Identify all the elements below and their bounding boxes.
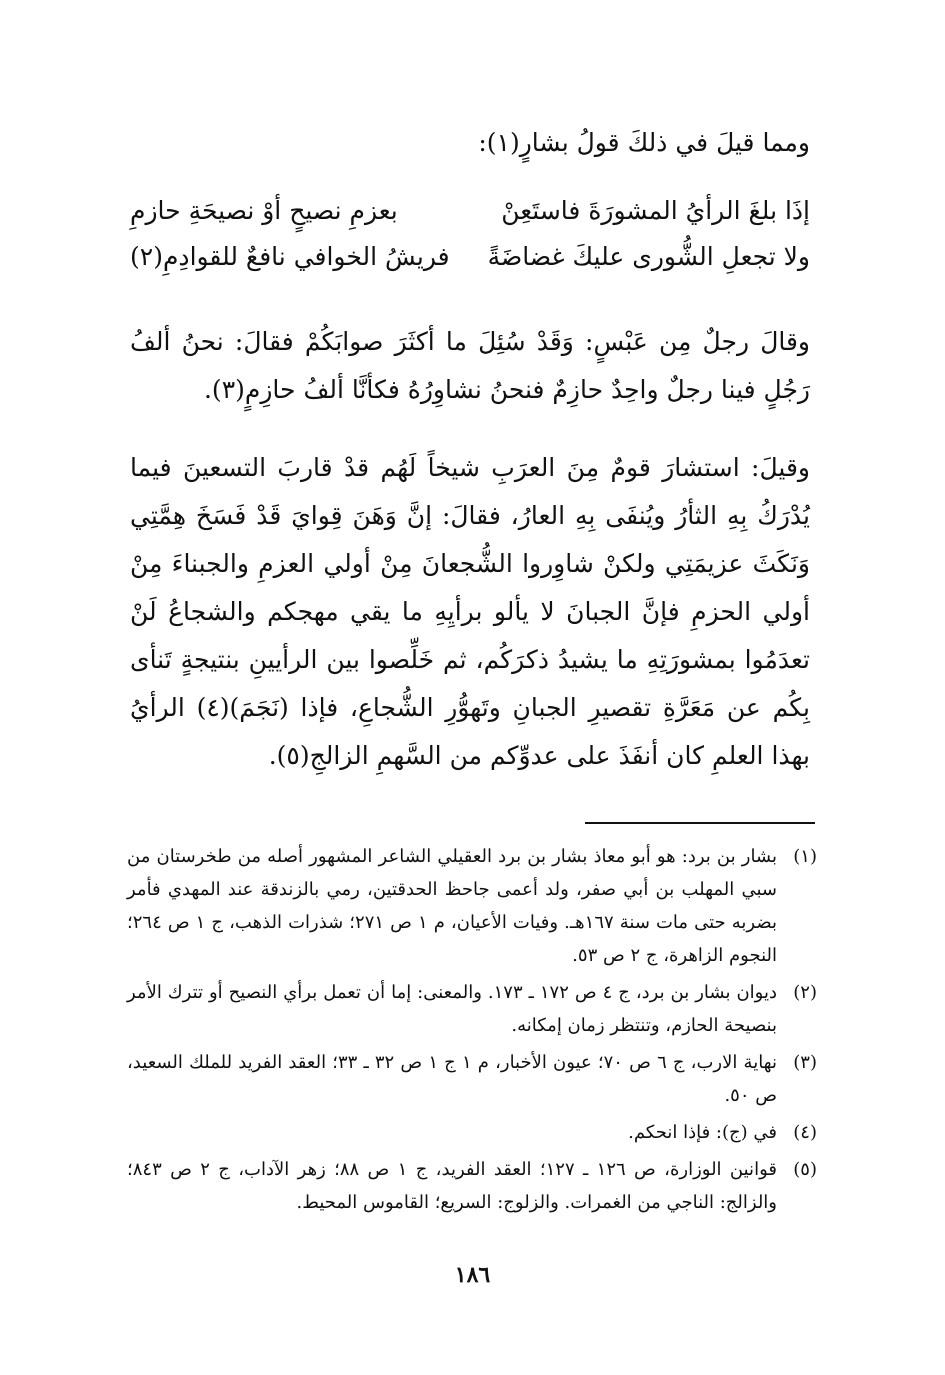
- footnotes: [127, 840, 817, 1223]
- intro-line: ومما قيلَ في ذلكَ قولُ بشارٍ(١):: [478, 128, 810, 157]
- paragraph-elder-counsel: وقيلَ: استشارَ قومٌ مِنَ العرَبِ شيخاً لَهُم قدْ قاربَ التسعينَ فيما يُدْرَكُ بِهِ الثأرُ ويُنفَى بِهِ العارُ، فقالَ: إنَّ وَهَنَ قِوايَ قَدْ فَسَخَ هِمَّتِي وَنَكَثَ عزيمَتِي ولكنْ شاوِروا الشُّجعانَ مِنْ أولي العزمِ والجبناءَ مِنْ أولي الحزمِ فإنَّ الجبانَ لا يألو برأيِهِ ما يقي مهجكم والشجاعُ لَنْ تعدَمُوا بمشورَتِهِ ما يشيدُ ذكرَكُم، ثم خَلِّصوا بين الرأيينِ بنتيجةٍ تَنأى بِكُم عن مَعَرَّةِ تقصيرِ الجبانِ وتَهوُّرِ الشُّجاعِ، فإذا (نَجَمَ)(٤) الرأيُ بهذا العلمِ كان أنفَذَ على عدوِّكم من السَّهمِ الزالجِ(٥).: [130, 453, 810, 770]
- footnote-text: في (ج): فإذا انحكم.: [628, 1122, 777, 1143]
- footnote-number: (٣): [793, 1052, 817, 1073]
- footnote-1: [127, 840, 817, 972]
- footnote-text: بشار بن برد: هو أبو معاذ بشار بن برد العقيلي الشاعر المشهور أصله من طخرستان من سبي المهلب بن أبي صفر، ولد أعمى جاحظ الحدقتين، رمي بالزندقة عند المهدي فأمر بضربه حتى مات سنة ١٦٧هـ. وفيات الأعيان، م ١ ص ٢٧١؛ شذرات الذهب، ج ١ ص ٢٦٤؛ النجوم الزاهرة، ج ٢ ص ٥٣.: [127, 846, 778, 966]
- footnote-number: (٤): [793, 1122, 817, 1143]
- footnote-5: [127, 1153, 817, 1219]
- verse-1: [130, 188, 810, 234]
- verse-1-second-hemistich: بعزمِ نصيحٍ أوْ نصيحَةِ حازمِ: [130, 196, 398, 225]
- footnote-number: (١): [793, 846, 817, 867]
- footnote-number: (٢): [793, 982, 817, 1003]
- footnote-number: (٥): [793, 1159, 817, 1180]
- poem: [130, 188, 810, 280]
- footnote-separator: [585, 822, 815, 824]
- footnote-3: [127, 1046, 817, 1112]
- verse-1-first-hemistich: إذَا بلغَ الرأيُ المشورَةَ فاستَعِنْ: [501, 196, 810, 225]
- footnote-text: نهاية الارب، ج ٦ ص ٧٠؛ عيون الأخبار، م ١ ج ١ ص ٣٢ ـ ٣٣؛ العقد الفريد للملك السعيد، ص ٥٠.: [127, 1052, 777, 1106]
- verse-2-second-hemistich: فريشُ الخوافي نافعٌ للقوادِمِ(٢): [130, 242, 450, 271]
- page-number: ١٨٦: [454, 1262, 491, 1288]
- footnote-text: ديوان بشار بن برد، ج ٤ ص ١٧٢ ـ ١٧٣. والمعنى: إما أن تعمل برأي النصيح أو تترك الأمر بنصيحة الحازم، وتنتظر زمان إمكانه.: [127, 982, 777, 1036]
- footnote-text: قوانين الوزارة، ص ١٢٦ ـ ١٢٧؛ العقد الفريد، ج ١ ص ٨٨؛ زهر الآداب، ج ٢ ص ٨٤٣؛ والزالج: الناجي من الغمرات. والزلوج: السريع؛ القاموس المحيط.: [127, 1159, 777, 1213]
- main-text: [130, 118, 810, 805]
- footnote-4: [127, 1116, 817, 1149]
- footnote-2: [127, 976, 817, 1042]
- verse-2: [130, 234, 810, 280]
- verse-2-first-hemistich: ولا تجعلِ الشُّورى عليكَ غضاضَةً: [487, 242, 810, 271]
- paragraph-abs: وقالَ رجلٌ مِن عَبْسٍ: وَقَدْ سُئِلَ ما أكثَرَ صوابَكُمْ فقالَ: نحنُ ألفُ رَجُلٍ فينا رجلٌ واحِدٌ حازِمٌ فنحنُ نشاوِرُهُ فكأنَّا ألفُ حازِمٍ(٣).: [130, 327, 810, 404]
